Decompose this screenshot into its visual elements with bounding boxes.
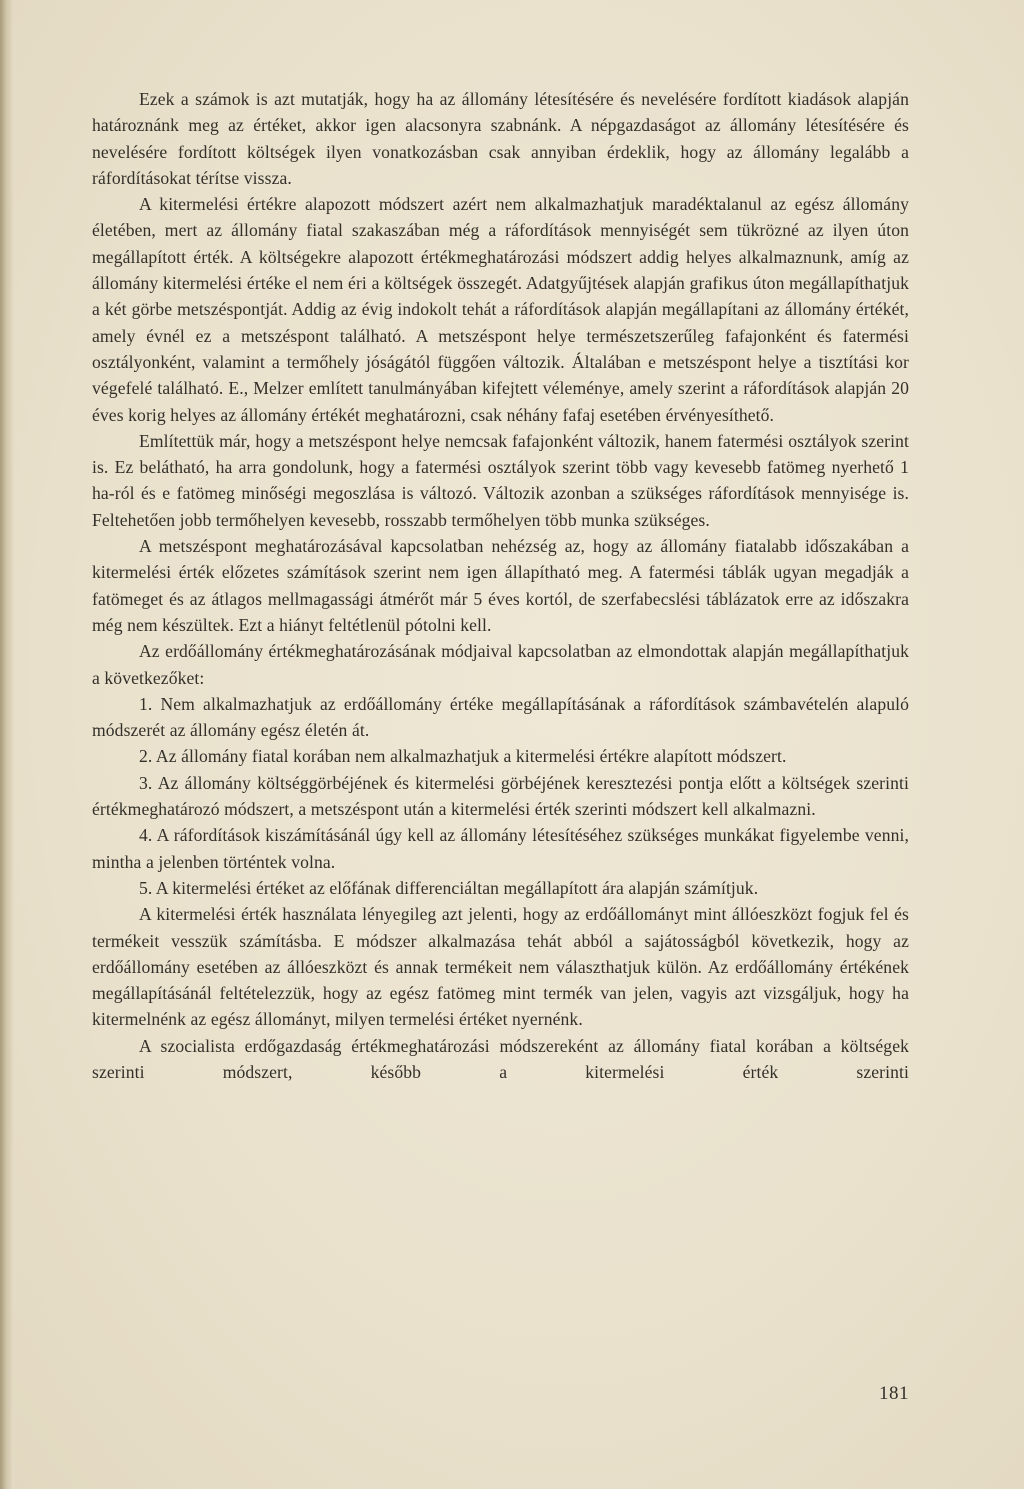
paragraph: A metszéspont meghatározásával kapcsolatban nehézség az, hogy az állomány fiatalabb időszakában a kitermelési érték előzetes számítások szerint nem igen állapítható meg. A fatermési táblák ugyan megadják a fatömeget és az átlagos mellmagassági átmérőt már 5 éves kortól, de szerfabecslési táblázatok erre az időszakra még nem készültek. Ezt a hiányt feltétlenül pótolni kell. — [92, 536, 909, 635]
paragraph: A kitermelési érték használata lényegileg azt jelenti, hogy az erdőállományt mint állóeszközt fogjuk fel és termékeit vesszük számításba. E módszer alkalmazása tehát abból a sajátosságból következik, hogy az erdőállomány esetében az állóeszközt és annak termékeit nem választhatjuk külön. Az erdőállomány értékének megállapításánál feltételezzük, hogy az egész fatömeg mint termék van jelen, vagyis azt vizsgáljuk, hogy ha kitermelnénk az egész állományt, milyen termelési értéket nyernénk. — [92, 904, 909, 1030]
page-binding-edge — [0, 0, 14, 1489]
paragraph: Ezek a számok is azt mutatják, hogy ha az állomány létesítésére és nevelésére fordított kiadások alapján határoznánk meg az értéket, akkor igen alacsonyra szabnánk. A népgazdaságot az állomány létesítésére és nevelésére fordított költségek ilyen vonatkozásban csak annyiban érdeklik, hogy az állomány legalább a ráfordításokat térítse vissza. — [92, 89, 909, 188]
paragraph: Említettük már, hogy a metszéspont helye nemcsak fafajonként változik, hanem fatermési osztályok szerint is. Ez belátható, ha arra gondolunk, hogy a fatermési osztályok szerint több vagy kevesebb fatömeg nyerhető 1 ha-ról és e fatömeg minőségi megoszlása is változó. Változik azonban a szükséges ráfordítások mennyisége is. Feltehetően jobb termőhelyen kevesebb, rosszabb termőhelyen több munka szükséges. — [92, 430, 909, 530]
paragraph: A szocialista erdőgazdaság értékmeghatározási módszereként az állomány fiatal korában a költségek szerinti módszert, később a kitermelési érték szerinti — [92, 1035, 909, 1082]
body-text — [92, 86, 909, 1085]
paragraph: A kitermelési értékre alapozott módszert azért nem alkalmazhatjuk maradéktalanul az egész állomány életében, mert az állomány fiatal szakaszában még a ráfordítások mennyiségét sem tükrözné az ilyen úton megállapított érték. A költségekre alapozott értékmeghatározási módszert addig helyes alkalmaznunk, amíg az állomány kitermelési értéke el nem éri a költségek összegét. Adatgyűjtések alapján grafikus úton megállapíthatjuk a két görbe metszéspontját. Addig az évig indokolt tehát a ráfordítások alapján megállapítani az állomány értékét, amely évnél ez a metszéspont található. A metszéspont helye természetszerűleg fafajonként és fatermési osztályonként, valamint a termőhely jóságától függően változik. Általában e metszéspont helye a tisztítási kor végefelé található. E., Melzer említett tanulmányában kifejtett véleménye, amely szerint a ráfordítások alapján 20 éves korig helyes az állomány értékét meghatározni, csak néhány fafaj esetében érvényesíthető. — [92, 194, 909, 425]
list-item: 2. Az állomány fiatal korában nem alkalmazhatjuk a kitermelési értékre alapított módszert. — [139, 746, 787, 767]
list-item: 5. A kitermelési értéket az előfának differenciáltan megállapított ára alapján számítjuk. — [139, 877, 759, 898]
list-item: 4. A ráfordítások kiszámításánál úgy kell az állomány létesítéséhez szükséges munkákat figyelembe venni, mintha a jelenben történtek volna. — [92, 825, 909, 872]
list-item: 1. Nem alkalmazhatjuk az erdőállomány értéke megállapításának a ráfordítások számbavételén alapuló módszerét az állomány egész életén át. — [92, 693, 909, 741]
page-number: 181 — [879, 1383, 909, 1404]
list-item: 3. Az állomány költséggörbéjének és kitermelési görbéjének keresztezési pontja előtt a költségek szerinti értékmeghatározó módszert, a metszéspont után a kitermelési érték szerinti módszert kell alkalmazni. — [92, 772, 909, 820]
paragraph: Az erdőállomány értékmeghatározásának módjaival kapcsolatban az elmondottak alapján megállapíthatjuk a következőket: — [92, 641, 909, 688]
